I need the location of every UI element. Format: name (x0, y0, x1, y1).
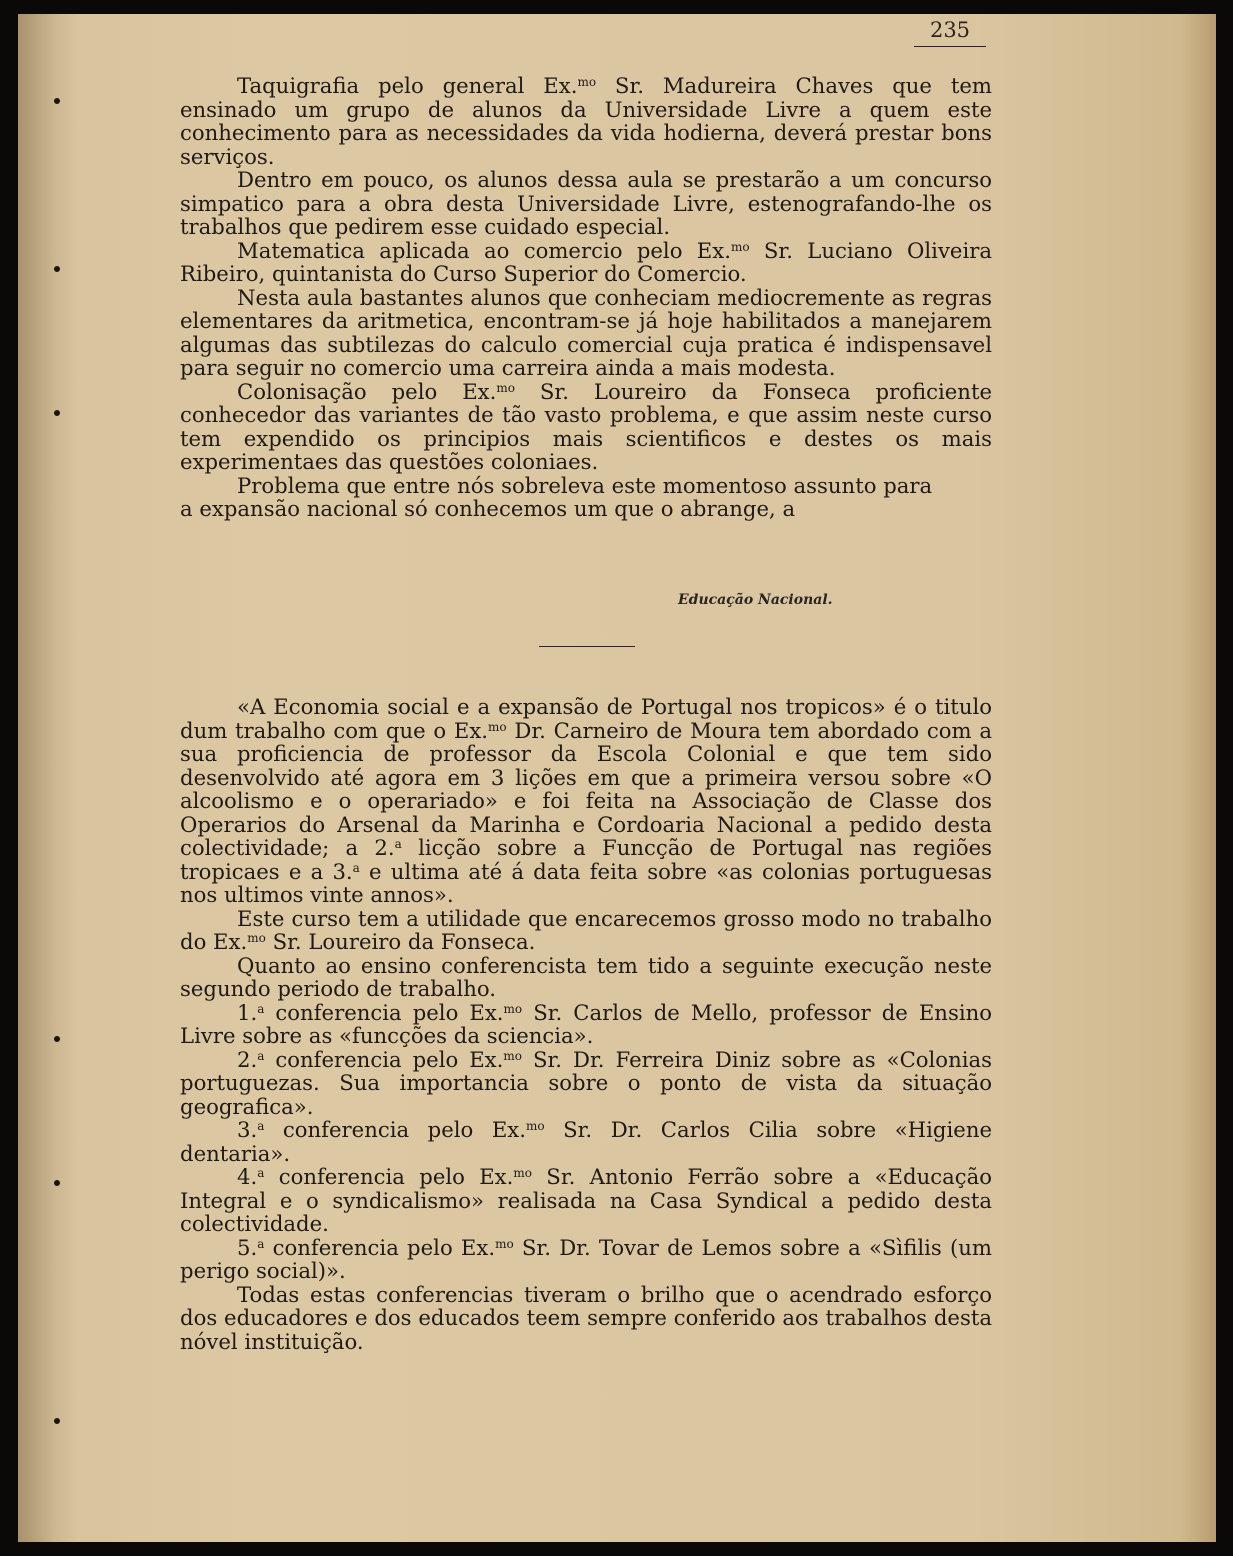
text-run: 5. (237, 1234, 258, 1260)
text-run: Sr. Loureiro da Fonseca proficiente conhecedor das variantes de tão vasto problema, e que assim neste curso tem expendido os principios mais scientificos e destes os mais experimentaes das questões coloniaes. (180, 378, 992, 474)
section-divider (539, 646, 635, 647)
text-run: a expansão nacional só conhecemos um que o abrange, a (180, 496, 796, 521)
text-run: 2. (237, 1046, 258, 1072)
text-run: conferencia pelo Ex. (264, 999, 504, 1025)
text-run: Colonisação pelo Ex. (237, 378, 497, 404)
text-run: Matematica aplicada ao comercio pelo Ex. (237, 237, 731, 263)
document-page (18, 14, 1216, 1542)
binding-mark (54, 1418, 60, 1424)
text-run: Sr. Antonio Ferrão sobre a «Educação Integral e o syndicalismo» realisada na Casa Syndical a pedido desta colectividade. (180, 1164, 992, 1236)
paragraph (180, 74, 992, 168)
paragraph (180, 1118, 992, 1165)
text-run: licção sobre a Funcção de Portugal nas regiões tropicaes e a 3. (180, 835, 993, 884)
superscript: a (257, 1119, 265, 1133)
signature-byline: Educação Nacional. (678, 592, 833, 608)
paragraph (180, 286, 992, 380)
text-run: «A Economia social e a expansão de Portugal nos tropicos» é o titulo dum trabalho com que o Ex. (180, 694, 992, 743)
superscript: a (352, 860, 360, 875)
paragraph (180, 1236, 992, 1283)
paragraph (180, 474, 992, 498)
superscript: mo (488, 719, 507, 734)
text-run: Sr. Dr. Carlos Cilia sobre «Higiene dentaria». (180, 1117, 992, 1166)
superscript: mo (730, 239, 750, 254)
superscript: mo (496, 380, 515, 395)
superscript: mo (503, 1048, 522, 1063)
text-block-top (180, 74, 992, 521)
binding-mark (54, 410, 60, 416)
text-run: Nesta aula bastantes alunos que conheciam mediocremente as regras elementares da aritmetica, encontram-se já hoje habilitados a manejarem algumas das subtilezas do calculo comercial cuja pratica é indispensavel para seguir no comercio uma carreira ainda a mais modesta. (180, 284, 992, 380)
binding-mark (54, 1180, 60, 1186)
text-run: Todas estas conferencias tiveram o brilho que o acendrado esforço dos educadores e dos educados teem sempre conferido aos trabalhos desta nóvel instituição. (180, 1281, 992, 1354)
superscript: mo (577, 75, 597, 89)
paragraph (180, 168, 992, 239)
text-run: Taquigrafia pelo general Ex. (237, 73, 578, 98)
binding-mark (54, 98, 60, 104)
paragraph (180, 907, 992, 954)
paragraph (180, 1165, 992, 1236)
superscript: a (257, 1001, 265, 1016)
paragraph (180, 1283, 992, 1354)
binding-mark (54, 266, 60, 272)
text-run: conferencia pelo Ex. (264, 1234, 496, 1260)
text-run: e ultima até á data feita sobre «as colonias portuguesas nos ultimos vinte annos». (180, 858, 992, 907)
superscript: a (257, 1048, 265, 1063)
text-run: conferencia pelo Ex. (264, 1046, 504, 1072)
text-run: conferencia pelo Ex. (264, 1117, 526, 1142)
text-run: Problema que entre nós sobreleva este momentoso assunto para (237, 472, 933, 498)
paragraph (180, 1001, 992, 1048)
text-run: Dr. Carneiro de Moura tem abordado com a sua proficiencia de professor da Escola Colonial e que tem sido desenvolvido até agora em 3 lições em que a primeira versou sobre «O alcoolismo e o operariado» e foi feita na Associação de Classe dos Operarios do Arsenal da Marinha e Cordoaria Nacional a pedido desta colectividade; a 2. (180, 717, 992, 860)
binding-mark (54, 1036, 60, 1042)
superscript: mo (513, 1166, 532, 1180)
superscript: mo (495, 1236, 514, 1251)
text-run: Sr. Dr. Tovar de Lemos sobre a «Sìfilis (um perigo social)». (180, 1234, 992, 1283)
superscript: mo (525, 1119, 545, 1133)
superscript: a (394, 837, 402, 851)
text-run: conferencia pelo Ex. (264, 1164, 514, 1189)
text-run: Sr. Madureira Chaves que tem ensinado um grupo de alunos da Universidade Livre a quem este conhecimento para as necessidades da vida hodierna, deverá prestar bons serviços. (180, 73, 992, 169)
paragraph (180, 1048, 992, 1119)
paragraph (180, 380, 992, 474)
paragraph (180, 497, 992, 521)
superscript: a (257, 1236, 265, 1251)
superscript: mo (503, 1001, 523, 1016)
superscript: a (257, 1166, 265, 1180)
paragraph (180, 695, 992, 907)
text-run: Sr. Loureiro da Fonseca. (265, 929, 536, 954)
text-run: 4. (237, 1164, 258, 1189)
text-run: Sr. Dr. Ferreira Diniz sobre as «Colonias portuguezas. Sua importancia sobre o ponto de vista da situação geografica». (180, 1046, 992, 1119)
text-run: Sr. Luciano Oliveira Ribeiro, quintanista do Curso Superior do Comercio. (180, 237, 992, 286)
page-number: 235 (914, 18, 986, 47)
text-run: Dentro em pouco, os alunos dessa aula se prestarão a um concurso simpatico para a obra desta Universidade Livre, estenografando-lhe os trabalhos que pedirem esse cuidado especial. (180, 167, 992, 239)
text-run: 1. (237, 999, 258, 1025)
superscript: mo (247, 931, 266, 945)
text-block-bottom (180, 695, 992, 1353)
text-run: Este curso tem a utilidade que encarecemos grosso modo no trabalho do Ex. (180, 905, 992, 954)
paragraph (180, 239, 992, 286)
text-run: Quanto ao ensino conferencista tem tido a seguinte execução neste segundo periodo de trabalho. (180, 952, 992, 1001)
text-run: Sr. Carlos de Mello, professor de Ensino Livre sobre as «funcções da sciencia». (180, 999, 993, 1048)
paragraph (180, 954, 992, 1001)
text-run: 3. (237, 1117, 258, 1142)
